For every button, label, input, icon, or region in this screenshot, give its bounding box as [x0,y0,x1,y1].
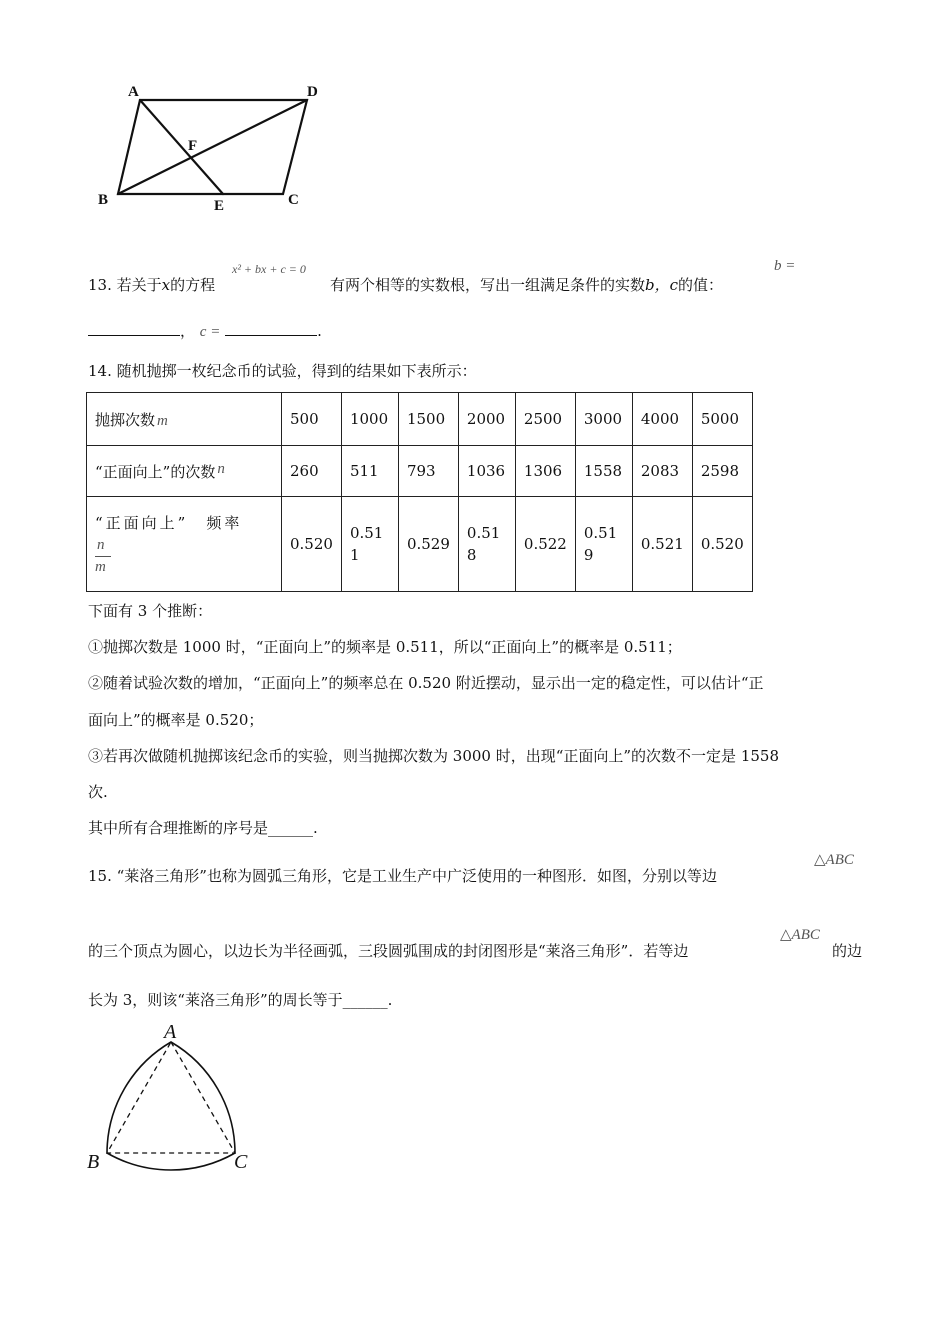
q13-period: . [317,322,322,340]
table-head-freq: “正面向上” 频率 $\frac{n}{m}$ [87,497,282,592]
q13-text-a: 若关于 [116,276,162,294]
answer-blank-c[interactable] [225,321,317,336]
table-cell: 0.529 [398,497,458,592]
table-cell: 0.51 9 [575,497,632,592]
q14-number: 14. [88,362,112,380]
q15-text-2b: 的边 [832,942,863,960]
q13-text-b: 的方程 [170,276,216,294]
q13-equation: x² + bx + c = 0 [232,262,306,276]
table-cell: 1500 [398,393,458,446]
table-cell: 793 [398,446,458,497]
q13-line2 [88,320,322,341]
q13-text-d: 的值： [678,276,724,294]
q14-intro-line [88,360,477,381]
table-cell: 1558 [575,446,632,497]
parallelogram-figure [90,78,340,218]
q13-vars-bc: b，c [645,276,679,294]
table-cell: 3000 [575,393,632,446]
table-cell: 0.520 [282,497,342,592]
table-cell: 2083 [632,446,692,497]
label-f: F [188,138,198,154]
q15-line3: 长为 3，则该“莱洛三角形”的周长等于______. [88,991,393,1009]
table-cell: 0.521 [632,497,692,592]
q13-c-eq: c = [199,324,221,340]
table-cell: 0.522 [515,497,575,592]
q14-intro: 随机抛掷一枚纪念币的试验，得到的结果如下表所示： [116,362,477,380]
freq-fraction: $\frac{n}{m}$ [95,537,111,576]
q15-text-1: “莱洛三角形”也称为圆弧三角形，它是工业生产中广泛使用的一种图形．如图，分别以等边 [116,867,717,885]
q14-item3-line1: ③若再次做随机抛掷该纪念币的实验，则当抛掷次数为 3000 时，出现“正面向上”的次数不一定是 1558 [88,747,779,765]
table-cell: 511 [341,446,398,497]
table-cell: 260 [282,446,342,497]
reuleaux-label-a: A [164,1021,177,1043]
table-cell: 1000 [341,393,398,446]
reuleaux-triangle-figure [80,1015,280,1180]
q13-var-x: x [161,276,171,294]
q13-text-c: 有两个相等的实数根，写出一组满足条件的实数 [330,276,646,294]
table-cell: 2598 [692,446,752,497]
table-cell: 1036 [458,446,515,497]
q13-comma: ， [180,322,196,340]
table-cell: 0.51 8 [458,497,515,592]
reuleaux-label-b: B [87,1151,100,1173]
q15-text-2a: 的三个顶点为圆心，以边长为半径画弧，三段圆弧围成的封闭图形是“莱洛三角形”．若等边 [88,942,689,960]
q14-note: 下面有 3 个推断： [88,602,213,620]
table-row-n [87,446,753,497]
answer-blank-b[interactable] [88,321,180,336]
table-cell: 0.51 1 [341,497,398,592]
q15-line2 [88,940,688,961]
q15-triangle-1: △ABC [814,852,854,868]
q14-item2-line1: ②随着试验次数的增加，“正面向上”的频率总在 0.520 附近摆动，显示出一定的稳定性，可以估计“正 [88,674,764,692]
table-row-m [87,393,753,446]
q13-line1-rest [330,274,723,295]
q14-item3-line2: 次. [88,783,108,801]
table-cell: 2000 [458,393,515,446]
q15-number: 15. [88,867,112,885]
table-cell: 4000 [632,393,692,446]
q13-number: 13. [88,276,112,294]
table-cell: 2500 [515,393,575,446]
q14-item2-line2: 面向上”的概率是 0.520； [88,711,264,729]
coin-toss-table [86,392,753,592]
table-cell: 1306 [515,446,575,497]
table-cell: 0.520 [692,497,752,592]
q14-item1: ①抛掷次数是 1000 时，“正面向上”的频率是 0.511，所以“正面向上”的概率是 0.511； [88,638,682,656]
label-d: D [307,84,318,100]
table-head-m: 抛掷次数 m [87,393,282,446]
label-a: A [128,84,139,100]
q14-question: 其中所有合理推断的序号是______. [88,819,318,837]
q15-line1 [88,865,717,886]
table-row-freq [87,497,753,592]
table-head-n: “正面向上”的次数 n [87,446,282,497]
table-cell: 500 [282,393,342,446]
q15-triangle-2: △ABC [780,927,820,943]
label-c: C [288,192,299,208]
label-b: B [98,192,109,208]
table-cell: 5000 [692,393,752,446]
label-e: E [214,198,225,214]
reuleaux-label-c: C [234,1151,248,1173]
q13-b-eq: b = [774,258,796,274]
q13-line1 [88,274,215,295]
